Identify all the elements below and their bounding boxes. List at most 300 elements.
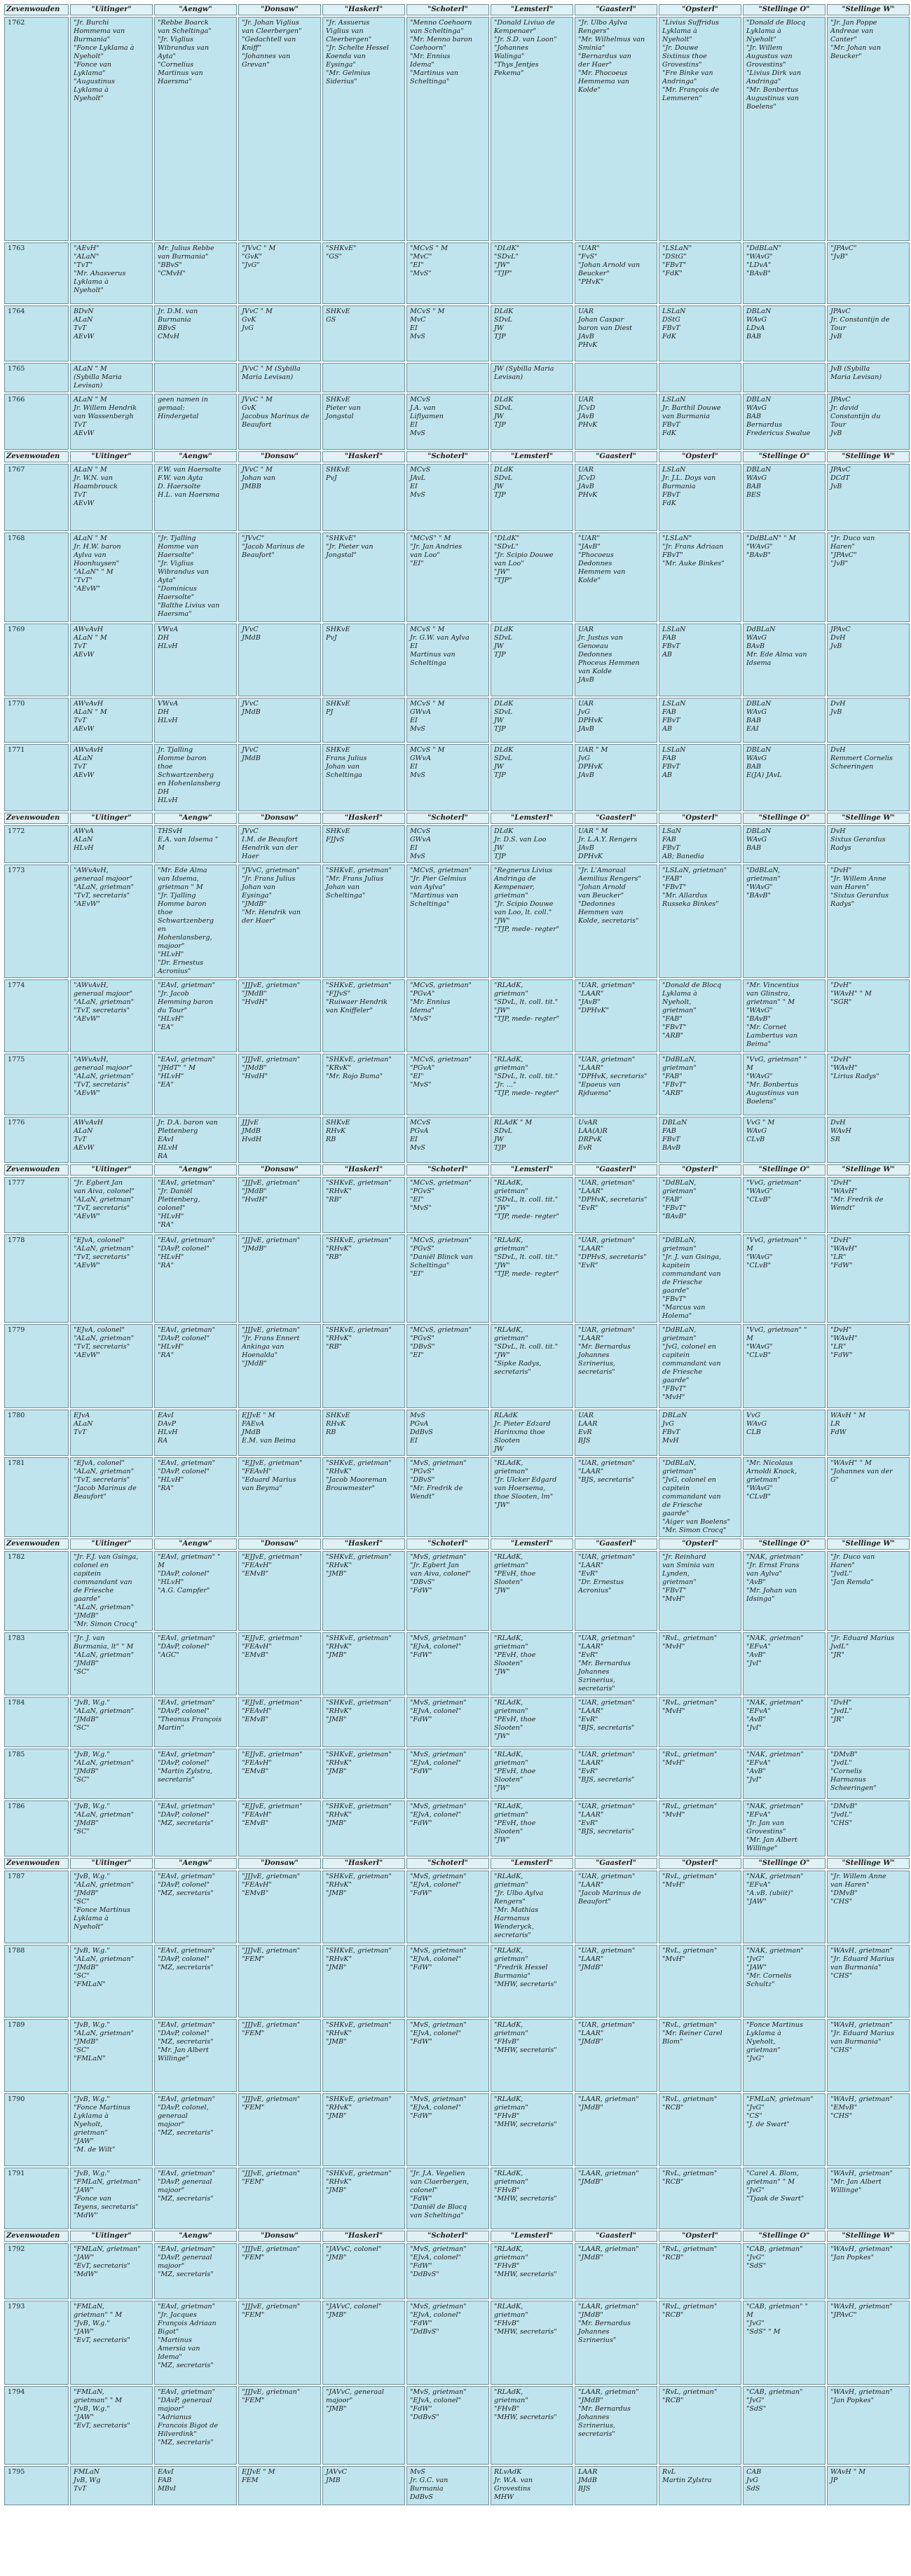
header-district: "Lemsterl" [491,1164,573,1176]
table-cell: "SHKvE, grietman" "RHvK" "JMB" [322,1697,405,1747]
table-cell: VWvA DH HLvH [154,624,237,696]
table-cell: "WAvH, grietman" "Mr. Jan Albert Willinge" [827,2168,910,2229]
table-cell: "Jr. Willem Anne van Haren" "DMvB" "CHS" [827,1871,910,1943]
table-cell: "MvS, grietman" "EJvA, colonel" "FdW" [406,1871,489,1943]
table-cell: "MCvS, grietman" "PGvS" "EI" "MvS" [406,1177,489,1233]
header-district: "Schoterl" [406,451,489,462]
table-cell: "SHKvE, grietman" "RHvK" "RB" [322,1177,405,1233]
table-cell: Jr. Tjalling Homme baron thoe Schwartzenberg en Hohenlansberg DH HLvH [154,744,237,811]
table-cell: "LSLaN" "Jr. Frans Adriaan FBvT" "Mr. Auke Binkes" [659,532,741,622]
table-cell: JPAvC DCdT JvB [827,464,910,531]
table-cell: DBLaN WAvG BAB EAI [743,698,826,743]
table-cell: EAvI DAvP HLvH RA [154,1410,237,1456]
table-cell: "RLAdK, grietman" "FHvB" "MHW, secretaris" [491,2019,573,2092]
table-cell: "LSLaN" "DStG" "FBvT" "FdK" [659,242,741,304]
table-cell: DBLaN WAvG LDvA BAB [743,305,826,361]
table-cell: WAvH " M LR FdW [827,1410,910,1456]
table-row [4,1177,910,1233]
header-row [4,451,910,462]
header-district: "Haskerl" [322,2231,405,2242]
table-cell: "SHKvE, grietman" "RHvK" "JMB" [322,2019,405,2092]
table-cell: ALaN " M Jr. H.W. baron Aylva van Hoonhuysen" "ALaN" " M "TvT" "AEvW" [70,532,153,622]
header-district: "Uitinger" [70,2231,153,2242]
year-cell: 1774 [4,979,69,1052]
header-district: "Haskerl" [322,4,405,15]
table-row [4,1457,910,1537]
year-cell: 1790 [4,2093,69,2166]
header-district: "Donsaw" [238,2231,321,2242]
table-cell: "UAR, grietman" "LAAR" "DPHvS, secretaris" "EvR" [575,1234,657,1323]
table-cell: "CAB, grietman" "JvG" "SdS" [743,2386,826,2465]
table-cell: "UAR, grietman" "LAAR" "DPHvK, secretaris" "Epaeus van Rjduema" [575,1054,657,1115]
table-cell: LAAR JMdB BJS [575,2466,657,2505]
table-cell: "SHKvE, grietman" "RHvK" "RB" [322,1324,405,1408]
table-cell: "SHKvE, grietman" "RHvK" "RB" [322,1234,405,1323]
table-cell: "RLAdK, grietman" "PEvH, thoe Slooten" "JW" [491,1800,573,1857]
table-cell: "VvG, grietman" " M "WAvG" "Mr. Bonbertus Augustinus van Boelens" [743,1054,826,1115]
table-cell: "DvH" "WAvH" "Mr. Fredrik de Wendt" [827,1177,910,1233]
header-row [4,1858,910,1869]
year-cell: 1767 [4,464,69,531]
table-cell: "NAK, grietman" "EFvA" "Jr. Jan van Grovestins" "Mr. Jan Albert Willinge" [743,1800,826,1857]
table-cell: "AEvH" "ALaN" "TvT" "Mr. Ahasverus Lyklama à Nyeholt" [70,242,153,304]
table-cell: "Jr. Ulbo Aylva Rengers" "Mr. Wilhelmus van Sminia" "Bernardus van der Haer" "Mr. Phocoeus Hemmema van Kolde" [575,17,657,241]
header-district: "Stellinge O" [743,2231,826,2242]
table-cell: "MCvS, grietman" "PGvS" "Daniël Blinck van Scheltinga" "EI" [406,1234,489,1323]
header-row [4,2231,910,2242]
table-cell: "RvL, grietman" "RCB" [659,2386,741,2465]
table-cell: "DdBLaN, grietman" "JvG, colonel en capitein commandant van de Friesche gaarde" "Aiger van Boelens" "Mr. Simon Crocq" [659,1457,741,1537]
table-cell: "LAAR, grietman" "JMdB" "Mr. Bernardus Johannes Szrinerius, secretaris" [575,2386,657,2465]
year-cell: 1792 [4,2243,69,2299]
table-cell: AWvAvH ALaN " M TvT AEvW [70,624,153,696]
table-cell: "MvS, grietman" "Jr. Egbert Jan van Aiva, colonel" "DBvS" "FdW" [406,1551,489,1631]
header-region: Zevenwouden [4,4,69,15]
table-cell: SHKvE PvJ [322,464,405,531]
header-district: "Aengw" [154,4,237,15]
table-cell: UvAR LAA(A)R DRPvK EvR [575,1117,657,1163]
year-cell: 1788 [4,1945,69,2018]
table-cell: UAR " M Jr. L.A.Y. Rengers JAvB DPHvK [575,825,657,863]
table-cell: JVvC " M Johan van JMBB [238,464,321,531]
header-district: "Stellinge O" [743,4,826,15]
table-cell: DBLaN WAvG BAB E(JA) JAvL [743,744,826,811]
year-cell: 1795 [4,2466,69,2505]
table-cell: "WAvH, grietman" "Jr. Eduard Marius van Burmania" "CHS" [827,1945,910,2018]
table-cell: "EAvI, grietman" "DAvP, colonel, generaal majoor" "MZ, secretaris" [154,2093,237,2166]
header-district: "Opsterl" [659,1538,741,1550]
table-cell: "AWvAvH, generaal majoor" "ALaN, grietman" "TvT, secretaris" "AEvW" [70,1054,153,1115]
table-cell: "EAvI, grietman" "DAvP, colonel" "HLvH" "RA" [154,1234,237,1323]
table-row [4,2019,910,2092]
table-row [4,1551,910,1631]
header-district: "Haskerl" [322,1538,405,1550]
table-cell: "MvS, grietman" "EJvA, colonel" "FdW" "DdBvS" [406,2243,489,2299]
table-cell [322,363,405,392]
header-district: "Stellinge O" [743,1858,826,1869]
table-cell: "RLAdK, grietman" "PEvH, thoe Slooten" "JW" [491,1551,573,1631]
table-row [4,532,910,622]
table-cell: MvS PGvA DdBvS EI [406,1410,489,1456]
table-cell: "JJJvE, grietman" "FEM" [238,2243,321,2299]
table-cell: RLAdK " M SDvL JW TJP [491,1117,573,1163]
table-cell: "RvL, grietman" "MvH" [659,1632,741,1695]
year-cell: 1768 [4,532,69,622]
table-cell: DBLaN WAvG BAB Bernardus Fredericus Swalue [743,394,826,450]
table-row [4,2466,910,2505]
table-cell: "Donald Liviuo de Kempenaer" "Jr. S.D. van Loon" "Johannes Walinga" "Thys Jentjes Pekema" [491,17,573,241]
table-cell: "WAvH, grietman" "Jr. Eduard Marius van Burmania" "CHS" [827,2019,910,2092]
header-district: "Uitinger" [70,813,153,824]
table-cell: geen namen in gemaal: Hindergetal [154,394,237,450]
table-cell: DLdK SDvL JW TJP [491,394,573,450]
table-row [4,242,910,304]
table-cell: "Jr. Burchi Hommema van Burmania" "Fonce Lyklama à Nyeholt" "Fonce van Lyklama" "Augustinus Lyklama à Nyeholt" [70,17,153,241]
year-cell: 1764 [4,305,69,361]
table-cell: SHKvE Pieter van Jongstal [322,394,405,450]
table-cell: "UAR, grietman" "LAAR" "EvR" "Mr. Bernardus Johannes Szrinerius, secretaris" [575,1632,657,1695]
table-cell: LSaN FAB FBvT AB; Banedia [659,825,741,863]
header-district: "Schoterl" [406,1164,489,1176]
year-cell: 1787 [4,1871,69,1943]
table-cell: "DvH" "WAvH" "Lirius Radys" [827,1054,910,1115]
header-district: "Uitinger" [70,451,153,462]
table-cell: "DdBLaN, grietman" "JvG, colonel en capitein commandant van de Friesche gaarde" "FBvT" "MvH" [659,1324,741,1408]
header-district: "Gaasterl" [575,813,657,824]
table-cell: JvB (Sybilla Maria Levisan) [827,363,910,392]
table-cell: "MCvS " M "MvC" "EI" "MvS" [406,242,489,304]
table-cell: "MvS, grietman" "EJvA, colonel" "FdW" "DdBvS" [406,2301,489,2385]
table-cell: "EAvI, grietman" "DAvP, generaal majoor" "MZ, secretaris" [154,2168,237,2229]
table-cell: UAR JCvD JAvB PHvK [575,394,657,450]
table-cell: EJJvE " M FEM [238,2466,321,2505]
table-cell: "DvH" "WAvH" "LR" "FdW" [827,1324,910,1408]
table-cell: "EJvA, colonel" "ALaN, grietman" "TvT, secretaris" "Jacob Marinus de Beaufort" [70,1457,153,1537]
table-cell: "RLAdK, grietman" "FHvB" "MHW, secretaris" [491,2093,573,2166]
table-cell: "RvL, grietman" "RCB" [659,2093,741,2166]
table-cell: "RvL, grietman" "RCB" [659,2301,741,2385]
header-district: "Donsaw" [238,4,321,15]
table-row [4,2093,910,2166]
table-cell: "DvH" "Jr. Willem Anne van Haren" "Sixtus Gerardus Radys" [827,865,910,978]
table-cell: Mr. Julius Rebbe van Burmania" "BBvS" "CMvH" [154,242,237,304]
table-cell: DBLaN WAvG BAB [743,825,826,863]
header-district: "Uitinger" [70,1164,153,1176]
year-cell: 1770 [4,698,69,743]
table-cell: "SHKvE, grietman" "RHvK" "JMB" [322,1800,405,1857]
table-cell: SHKvE RHvK RB [322,1117,405,1163]
table-cell: "SHKvE, grietman" "RHvK" "JMB" [322,2168,405,2229]
table-cell: LSLaN Jr. J.L. Doys van Burmania FBvT FdK [659,464,741,531]
table-cell: "RLAdK, grietman" "PEvH, thoe Slooten" "JW" [491,1749,573,1799]
table-cell: "RvL, grietman" "RCB" [659,2168,741,2229]
table-cell: "DdBLaN" " M "WAvG" "BAvB" [743,532,826,622]
table-cell: MCvS " M GWvA EI MvS [406,744,489,811]
table-cell: VvG " M WAvG CLvB [743,1117,826,1163]
table-cell: "Jr. F.J. van Gsinga, colonel en capitein commandant van de Friesche gaarde" "ALaN, grietman" "JMdB" "Mr. Simon Crocq" [70,1551,153,1631]
table-cell: "NAK, grietman" "Jr. Ernst Frans van Aylva" "AvB" "Mr. Johan van Idsinga" [743,1551,826,1631]
table-cell: "MvS, grietman" "EJvA, colonel" "FdW" [406,1800,489,1857]
table-cell: "SHKvE" "Jr. Pieter van Jongstal" [322,532,405,622]
header-district: "Aengw" [154,2231,237,2242]
table-cell: "RLAdK, grietman" "SDvL, lt. coll. tit." "JW" "TJP, mede- regter" [491,1177,573,1233]
header-region: Zevenwouden [4,813,69,824]
table-cell: JPAvC Jr. Constantijn de Tour JvB [827,305,910,361]
table-cell: "SHKvE, grietman" "KRvK" "Mr. Rojo Buma" [322,1054,405,1115]
table-cell: ALaN " M (Sybilla Maria Levisan) [70,363,153,392]
table-cell: "EAvI, grietman" "DAvP, colonel" "HLvH" "RA" [154,1457,237,1537]
header-district: "Gaasterl" [575,2231,657,2242]
header-district: "Stellinge W" [827,2231,910,2242]
table-cell: "JJJvE, grietman" "FEM" [238,2168,321,2229]
table-cell: "JvB, W.g." "ALaN, grietman" "JMdB" "SC" "Fonce Martinus Lyklama à Nyeholt" [70,1871,153,1943]
table-cell: "Rebbe Boarck van Scheltinga" "Jr. Viglius Wibrandus van Ayta" "Cornelius Martinus van Haersma" [154,17,237,241]
table-cell: "EJJvE, grietman" "FEAvH" "EMvB" [238,1800,321,1857]
table-cell: "JvB, W.g." "ALaN, grietman" "JMdB" "SC" [70,1697,153,1747]
table-cell: UAR Jr. Justus van Genoeau Dedonnes Phoceus Hemmen van Kolde JAvB [575,624,657,696]
table-cell: "EAvI, grietman" " M "DAvP, colonel" "HLvH" "A.G. Campfer" [154,1551,237,1631]
table-cell: "Fonce Martinus Lyklama à Nyeholt, grietman" "JvG" [743,2019,826,2092]
table-cell: "UAR, grietman" "LAAR" "EvR" "BJS, secretaris" [575,1749,657,1799]
table-cell: "SHKvE" "GS" [322,242,405,304]
table-cell: "LAAR, grietman" "JMdB" "Mr. Bernardus Johannes Szrinerius" [575,2301,657,2385]
table-cell: "SHKvE, grietman" "RHvK" "JMB" [322,1749,405,1799]
table-cell: "MvS, grietman" "EJvA, colonel" "FdW" "DdBvS" [406,2386,489,2465]
table-cell: "EJJvE, grietman" "FEAvH" "EMvB" [238,1632,321,1695]
table-cell: "RvL, grietman" "MvH" [659,1697,741,1747]
table-cell: "Jr. L'Amoraal Aemilius Rengers" "Johan Arnold van Beucker" "Dedonnes Hemmen van Kolde, secretaris" [575,865,657,978]
table-cell: DBLaN JvG FBvT MvH [659,1410,741,1456]
table-row [4,2243,910,2299]
table-row [4,624,910,696]
table-cell: "JJJvE, grietman" "JMdB" "HvdH" [238,1177,321,1233]
year-cell: 1762 [4,17,69,241]
table-row [4,394,910,450]
table-row [4,865,910,978]
table-cell: "JJJvE, grietman" "FEM" [238,2386,321,2465]
table-cell: "MCvS, grietman" "PGvS" "DBvS" "EI" [406,1324,489,1408]
table-cell: "JvB, W.g." "ALaN, grietman" "JMdB" "SC" "FMLaN" [70,1945,153,2018]
table-cell: "RLAdK, grietman" "FHvB" "MHW, secretaris" [491,2168,573,2229]
header-district: "Stellinge W" [827,1858,910,1869]
header-district: "Stellinge O" [743,1538,826,1550]
header-district: "Uitinger" [70,1538,153,1550]
table-cell: "RLAdK, grietman" "SDvL, lt. coll. tit." "JW" "TJP, mede- regter" [491,979,573,1052]
table-cell: "EAvI, grietman" "Jr. Jacob Hemming baron du Tour" "HLvH" "EA" [154,979,237,1052]
table-cell: "NAK, grietman" "EFvA" "AvB" "JvI" [743,1749,826,1799]
table-cell: "EAvI, grietman" "JHdT" " M "HLvH" "EA" [154,1054,237,1115]
year-cell: 1786 [4,1800,69,1857]
table-cell: "EAvI, grietman" "DAvP, colonel" "AGC" [154,1632,237,1695]
table-cell [154,363,237,392]
table-cell: "DvH" "WAvH" "LR" "FdW" [827,1234,910,1323]
header-district: "Aengw" [154,1858,237,1869]
table-cell: "JJJvE, grietman" "FEM" [238,2019,321,2092]
table-cell: "JPAvC" "JvB" [827,242,910,304]
header-region: Zevenwouden [4,451,69,462]
table-cell: "EAvI, grietman" "DAvP, colonel" "Theonus François Martin" [154,1697,237,1747]
header-district: "Stellinge W" [827,451,910,462]
table-cell: "JvB, W.g." "Fonce Martinus Lyklama à Nyeholt, grietman" "JAW" "M. de Wilt" [70,2093,153,2166]
table-cell: "AWvAvH, generaal majoor" "ALaN, grietman" "TvT, secretaris" "AEvW" [70,979,153,1052]
year-cell: 1793 [4,2301,69,2385]
table-row [4,1632,910,1695]
table-cell: "JJJvE, grietman" "JMdB" "HvdH" [238,979,321,1052]
table-cell: "SHKvE, grietman" "Mr. Frans Julius Johan van Scheltinga" [322,865,405,978]
table-cell: EAvI FAB MBvI [154,2466,237,2505]
table-cell: MCvS JAvL EI MvS [406,464,489,531]
table-row [4,2168,910,2229]
table-cell: "RvL, grietman" "RCB" [659,2243,741,2299]
header-district: "Aengw" [154,813,237,824]
table-cell: LSLaN FAB FBvT AB [659,698,741,743]
table-cell: DLdK SDvL JW TJP [491,624,573,696]
table-cell: "MCvS, grietman" "Jr. Pier Gelmius van Aylva" "Martinus van Scheltinga" [406,865,489,978]
table-cell: "Mr. Ede Alma van Idsema, grietman " M "Jr. Tjalling Homme baron thoe Schwartzenberg en Hohenlansberg, majoor" "HLvH" "Dr. Ernestus Acronius" [154,865,237,978]
header-district: "Stellinge O" [743,1164,826,1176]
table-cell: "FMLaN, grietman" "JAW" "EvT, secretaris" "MdW" [70,2243,153,2299]
table-cell [659,363,741,392]
table-cell: "WAvH, grietman" "EMvB" "CHS" [827,2093,910,2166]
table-cell: "Menno Coehoorn van Scheltinga" "Mr. Menno baron Coehoorn" "Mr. Ennius Idema" "Martinus van Scheltinga" [406,17,489,241]
table-cell: "RLAdK, grietman" "Jr. Ulbo Aylva Rengers" "Mr. Mathias Harmanus Wenderyck, secretaris" [491,1871,573,1943]
table-cell: JVvC JMdB [238,624,321,696]
table-row [4,1054,910,1115]
year-cell: 1771 [4,744,69,811]
table-row [4,305,910,361]
table-cell: JVvC JMdB [238,744,321,811]
table-row [4,1749,910,1799]
header-row [4,4,910,15]
table-cell: "SHKvE, grietman" "RHvK" "JMB" [322,1551,405,1631]
table-cell: "EAvI, grietman" "DAvP, colonel" "HLvH" "RA" [154,1324,237,1408]
table-cell: JVvC JMdB [238,698,321,743]
table-cell: SHKvE PvJ [322,624,405,696]
table-cell: "RLAdK, grietman" "Fredrik Hessel Burmania" "MHW, secretaris" [491,1945,573,2018]
table-cell: "JJJvE, grietman" "Jr. Frans Ennert Ankinga van Hoenalda" "JMdB" [238,1324,321,1408]
table-cell: "UAR, grietman" "LAAR" "DPHvK, secretaris" "EvR" [575,1177,657,1233]
table-cell: "RvL, grietman" "MvH" [659,1871,741,1943]
header-district: "Stellinge O" [743,813,826,824]
table-cell: DvH JvB [827,698,910,743]
table-cell: "UAR" "FvS" "Johan Arnold van Beucker" "PHvK" [575,242,657,304]
table-cell: DLdK SDvL JW TJP [491,744,573,811]
table-cell: Jr. D.M. van Burmania BBvS CMvH [154,305,237,361]
table-cell: AWvAvH ALaN TvT AEvW [70,1117,153,1163]
header-district: "Stellinge W" [827,1164,910,1176]
table-cell: WAvH " M JP [827,2466,910,2505]
header-district: "Schoterl" [406,4,489,15]
table-cell: "DvH" "JvdL" "JR" [827,1697,910,1747]
table-cell: "EAvI, grietman" "Jr. Daniël Plettenberg, colonel" "HLvH" "RA" [154,1177,237,1233]
table-cell: "EAvI, grietman" "DAvP, colonel" "Martin Zylstra, secretaris" [154,1749,237,1799]
table-cell: F.W. van Haersolte F.W. van Ayta D. Haersolte H.L. van Haersma [154,464,237,531]
table-cell: "Donald de Blocq Lyklama à Nyeholt, grietman" "FAB" "FBvT" "ARB" [659,979,741,1052]
table-cell: DvH WAvH SR [827,1117,910,1163]
table-cell: VvG WAvG CLB [743,1410,826,1456]
header-district: "Haskerl" [322,1164,405,1176]
header-row [4,1538,910,1550]
header-district: "Uitinger" [70,4,153,15]
table-cell: "UAR, grietman" "LAAR" "BJS, secretaris" [575,1457,657,1537]
table-cell: DLdK Jr. D.S. van Loo JW TJP [491,825,573,863]
table-cell: UAR " M JvG DPHvK JAvB [575,744,657,811]
table-cell: "MvS, grietman" "EJvA, colonel" "FdW" [406,2019,489,2092]
header-district: "Aengw" [154,1164,237,1176]
table-cell: "SHKvE, grietman" "RHvK" "Jacob Mooreman Brouwmester" [322,1457,405,1537]
table-row [4,825,910,863]
table-cell: "JVvC " M "GvK" "JvG" [238,242,321,304]
header-district: "Aengw" [154,1538,237,1550]
table-cell: "EJJvE, grietman" "FEAvH" "EMvB" [238,1749,321,1799]
table-cell: "SHKvE, grietman" "RHvK" "JMB" [322,1632,405,1695]
header-district: "Stellinge W" [827,813,910,824]
table-cell: "RLAdK, grietman" "FHvB" "MHW, secretaris" [491,2386,573,2465]
table-cell: "RvL, grietman" "MvH" [659,1749,741,1799]
table-cell: "LSLaN, grietman" "FAB" "FBvT" "Mr. Allardus Russeka Binkes" [659,865,741,978]
table-cell: LSLaN FAB FBvT AB [659,744,741,811]
table-cell: MCvS " M Jr. G.W. van Aylva EI Martinus van Scheltinga [406,624,489,696]
table-cell: "LAAR, grietman" "JMdB" [575,2168,657,2229]
year-cell: 1780 [4,1410,69,1456]
table-cell: "RLAdK, grietman" "FHvB" "MHW, secretaris" [491,2243,573,2299]
table-cell: "DdBLaN" "WAvG" "LDvA" "BAvB" [743,242,826,304]
table-cell: BDvN ALaN TvT AEvW [70,305,153,361]
table-cell: DLdK SDvL JW TJP [491,698,573,743]
table-cell: "JVvC, grietman" "Jr. Frans Julius Johan van Eysinga" "JMdB" "Mr. Hendrik van der Haer" [238,865,321,978]
table-cell: "RLAdK, grietman" "SDvL, lt. coll. tit." "Jr. ..." "TJP, mede- regter" [491,1054,573,1115]
table-cell: JVvC " M GvK Jacobus Marinus de Beaufort [238,394,321,450]
table-cell: "CAB, grietman" "JvG" "SdS" [743,2243,826,2299]
table-cell: "DdBLaN, grietman" "FAB" "FBvT" "ARB" [659,1054,741,1115]
table-cell: "MCvS" " M "Jr. Jan Andries van Loo" "EI" [406,532,489,622]
table-cell: SHKvE FJJvS [322,825,405,863]
table-cell: "DdBLaN, grietman" "WAvG" "BAvB" [743,865,826,978]
table-row [4,1800,910,1857]
table-cell: "Jr. Duco van Haren" "JPAvC" "JvB" [827,532,910,622]
table-cell: "JAVvC, colonel" "JMB" [322,2301,405,2385]
table-cell: "Carel A. Blom, grietman" " M "JvG" "Tjaak de Swart" [743,2168,826,2229]
table-cell: DdBLaN WAvG BAvB Mr. Ede Alma van Idsema [743,624,826,696]
table-cell: MCvS " M MvC EI MvS [406,305,489,361]
year-cell: 1763 [4,242,69,304]
table-cell: "RLAdK, grietman" "FHvB" "MHW, secretaris" [491,2301,573,2385]
table-cell: "RLAdK, grietman" "Jr. Ulcker Edgard van Hoersema, thoe Slooten, lm" "JW" [491,1457,573,1537]
table-row [4,363,910,392]
table-cell: EJJvE " M FAEvA JMdB E.M. van Beima [238,1410,321,1456]
header-district: "Gaasterl" [575,1538,657,1550]
header-row [4,813,910,824]
table-cell: "SHKvE, grietman" "RHvK" "JMB" [322,2093,405,2166]
header-district: "Lemsterl" [491,4,573,15]
table-cell: "SHKvE, grietman" "RHvK" "JMB" [322,1945,405,2018]
table-cell: "EAvI, grietman" "DAvP, colonel" "MZ, secretaris" "Mr. Jan Albert Willinge" [154,2019,237,2092]
table-cell: "VvG, grietman" " M "WAvG" "CLvB" [743,1324,826,1408]
header-district: "Schoterl" [406,2231,489,2242]
table-cell: SHKvE GS [322,305,405,361]
table-cell: "JvB, W.g." "ALaN, grietman" "JMdB" "SC" "FMLaN" [70,2019,153,2092]
table-cell [743,363,826,392]
year-cell: 1775 [4,1054,69,1115]
table-cell: "LAAR, grietman" "JMdB" [575,2243,657,2299]
table-cell: "UAR, grietman" "LAAR" "Mr. Bernardus Johannes Szrinerius, secretaris" [575,1324,657,1408]
year-cell: 1772 [4,825,69,863]
table-cell: JVvC I.M. de Beaufort Hendrik van der Haer [238,825,321,863]
table-cell: "MCvS, grietman" "PGvA" "Mr. Ennius Idema" "MvS" [406,979,489,1052]
table-cell: MCvS " M GWvA EI MvS [406,698,489,743]
table-cell: "UAR, grietman" "LAAR" "JMdB" [575,1945,657,2018]
table-cell: MvS Jr. G.C. van Burmania DdBvS [406,2466,489,2505]
